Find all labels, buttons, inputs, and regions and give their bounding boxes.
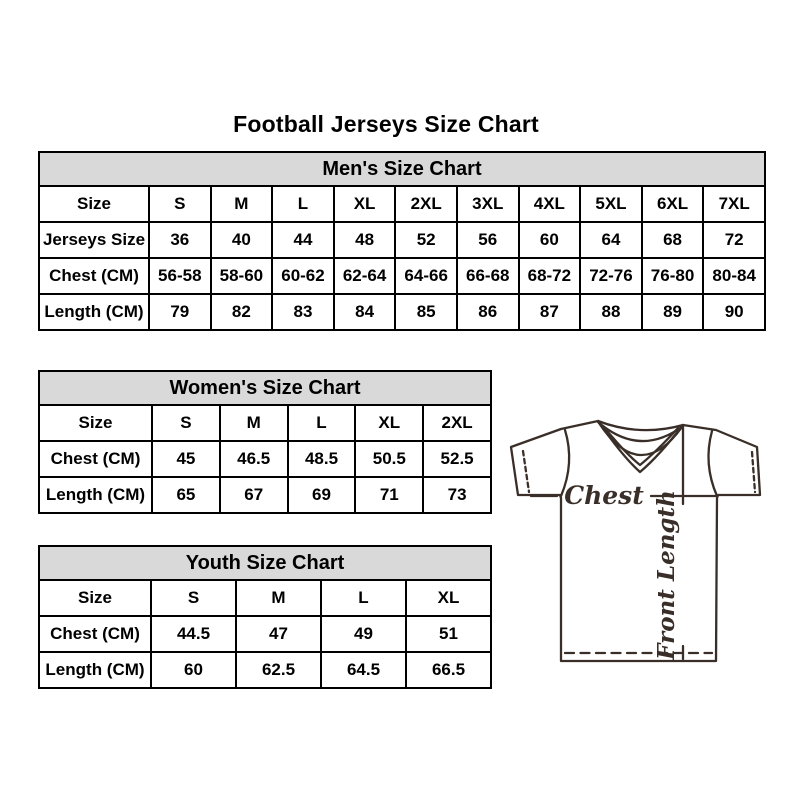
value-cell: 64.5 xyxy=(321,652,406,688)
value-cell: S xyxy=(149,186,211,222)
jersey-line-group xyxy=(511,421,760,661)
table-row xyxy=(39,186,765,222)
table-row xyxy=(39,616,491,652)
value-cell: 64 xyxy=(580,222,642,258)
value-cell: 4XL xyxy=(519,186,581,222)
value-cell: 65 xyxy=(152,477,220,513)
value-cell: M xyxy=(220,405,288,441)
value-cell: 60 xyxy=(151,652,236,688)
value-cell: 62-64 xyxy=(334,258,396,294)
value-cell: L xyxy=(321,580,406,616)
table-title: Youth Size Chart xyxy=(39,546,491,580)
value-cell: 86 xyxy=(457,294,519,330)
value-cell: 49 xyxy=(321,616,406,652)
value-cell: 64-66 xyxy=(395,258,457,294)
value-cell: 44.5 xyxy=(151,616,236,652)
value-cell: 44 xyxy=(272,222,334,258)
value-cell: XL xyxy=(355,405,423,441)
value-cell: 68 xyxy=(642,222,704,258)
value-cell: 76-80 xyxy=(642,258,704,294)
value-cell: 45 xyxy=(152,441,220,477)
value-cell: 62.5 xyxy=(236,652,321,688)
value-cell: XL xyxy=(334,186,396,222)
value-cell: 68-72 xyxy=(519,258,581,294)
front-length-label: Front Length xyxy=(653,490,680,660)
table-row xyxy=(39,405,491,441)
value-cell: 66-68 xyxy=(457,258,519,294)
left-cuff-dashed-line xyxy=(523,451,529,492)
value-cell: 80-84 xyxy=(703,258,765,294)
value-cell: M xyxy=(236,580,321,616)
value-cell: L xyxy=(288,405,356,441)
page-title: Football Jerseys Size Chart xyxy=(233,111,539,138)
value-cell: 56-58 xyxy=(149,258,211,294)
value-cell: 2XL xyxy=(395,186,457,222)
value-cell: 71 xyxy=(355,477,423,513)
value-cell: 84 xyxy=(334,294,396,330)
row-label: Size xyxy=(39,186,149,222)
value-cell: 67 xyxy=(220,477,288,513)
value-cell: 72 xyxy=(703,222,765,258)
value-cell: 88 xyxy=(580,294,642,330)
table-row xyxy=(39,441,491,477)
value-cell: 82 xyxy=(211,294,273,330)
value-cell: 36 xyxy=(149,222,211,258)
value-cell: S xyxy=(151,580,236,616)
table-row xyxy=(39,258,765,294)
value-cell: 85 xyxy=(395,294,457,330)
jersey-measurement-diagram xyxy=(498,408,766,670)
row-label: Chest (CM) xyxy=(39,616,151,652)
value-cell: 60-62 xyxy=(272,258,334,294)
value-cell: 7XL xyxy=(703,186,765,222)
row-label: Length (CM) xyxy=(39,477,152,513)
table-row xyxy=(39,580,491,616)
row-label: Size xyxy=(39,405,152,441)
table-title: Women's Size Chart xyxy=(39,371,491,405)
right-armhole-seam xyxy=(708,431,717,496)
value-cell: 52.5 xyxy=(423,441,491,477)
value-cell: 60 xyxy=(519,222,581,258)
row-label: Length (CM) xyxy=(39,652,151,688)
chest-label: Chest xyxy=(564,481,644,510)
value-cell: 83 xyxy=(272,294,334,330)
table-title-row xyxy=(39,546,491,580)
table-row xyxy=(39,294,765,330)
value-cell: 6XL xyxy=(642,186,704,222)
value-cell: 3XL xyxy=(457,186,519,222)
value-cell: 79 xyxy=(149,294,211,330)
value-cell: 2XL xyxy=(423,405,491,441)
value-cell: 72-76 xyxy=(580,258,642,294)
table-row xyxy=(39,477,491,513)
value-cell: S xyxy=(152,405,220,441)
value-cell: 50.5 xyxy=(355,441,423,477)
value-cell: 52 xyxy=(395,222,457,258)
value-cell: 48.5 xyxy=(288,441,356,477)
value-cell: 40 xyxy=(211,222,273,258)
table-title-row xyxy=(39,371,491,405)
value-cell: 47 xyxy=(236,616,321,652)
value-cell: 69 xyxy=(288,477,356,513)
table-row xyxy=(39,652,491,688)
value-cell: 46.5 xyxy=(220,441,288,477)
row-label: Length (CM) xyxy=(39,294,149,330)
value-cell: 90 xyxy=(703,294,765,330)
value-cell: 73 xyxy=(423,477,491,513)
value-cell: 66.5 xyxy=(406,652,491,688)
row-label: Size xyxy=(39,580,151,616)
value-cell: L xyxy=(272,186,334,222)
value-cell: 56 xyxy=(457,222,519,258)
value-cell: 58-60 xyxy=(211,258,273,294)
mens-size-table xyxy=(38,151,766,331)
table-title: Men's Size Chart xyxy=(39,152,765,186)
value-cell: M xyxy=(211,186,273,222)
value-cell: 48 xyxy=(334,222,396,258)
table-title-row xyxy=(39,152,765,186)
womens-size-table xyxy=(38,370,492,514)
value-cell: 89 xyxy=(642,294,704,330)
right-cuff-dashed-line xyxy=(752,452,755,492)
value-cell: 51 xyxy=(406,616,491,652)
value-cell: 87 xyxy=(519,294,581,330)
table-row xyxy=(39,222,765,258)
row-label: Chest (CM) xyxy=(39,258,149,294)
jersey-outline xyxy=(511,421,760,661)
youth-size-table xyxy=(38,545,492,689)
row-label: Jerseys Size xyxy=(39,222,149,258)
row-label: Chest (CM) xyxy=(39,441,152,477)
value-cell: XL xyxy=(406,580,491,616)
value-cell: 5XL xyxy=(580,186,642,222)
